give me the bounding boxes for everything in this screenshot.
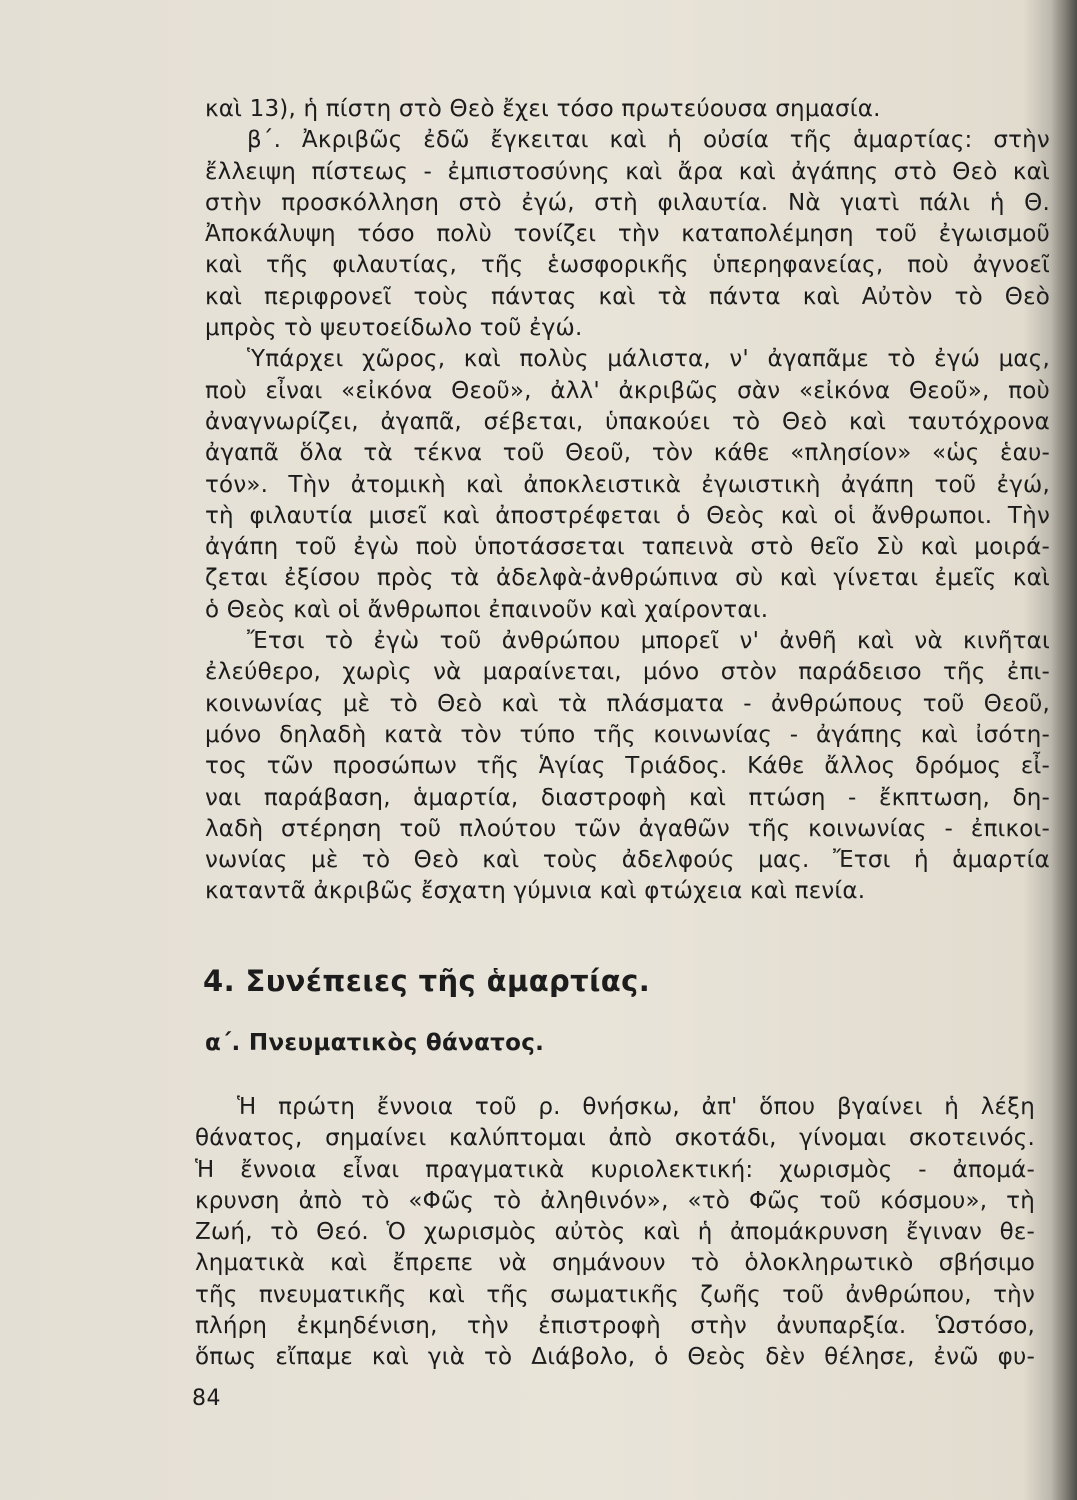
page-edge-shadow [1051, 0, 1077, 1500]
page-number: 84 [192, 1386, 221, 1411]
text-line: τόν». Τὴν ἀτομικὴ καὶ ἀποκλειστικὰ ἐγωιστικὴ ἀγάπη τοῦ ἐγώ, [205, 471, 1050, 498]
text-line: κοινωνίας μὲ τὸ Θεὸ καὶ τὰ πλάσματα - ἀνθρώπους τοῦ Θεοῦ, [205, 690, 1050, 717]
text-line: τῆς πνευματικῆς καὶ τῆς σωματικῆς ζωῆς τοῦ ἀνθρώπου, τὴν [195, 1281, 1035, 1308]
text-line: ληματικὰ καὶ ἔπρεπε νὰ σημάνουν τὸ ὁλοκληρωτικὸ σβήσιμο [195, 1250, 1035, 1277]
text-line: Ἔτσι τὸ ἐγὼ τοῦ ἀνθρώπου μπορεῖ ν' ἀνθῆ καὶ νὰ κινῆται [247, 628, 1050, 655]
section-heading: 4. Συνέπειες τῆς ἁμαρτίας. [203, 964, 651, 998]
body-text-block [205, 94, 1050, 908]
text-line: Ζωή, τὸ Θεό. Ὁ χωρισμὸς αὐτὸς καὶ ἡ ἀπομάκρυνση ἔγιναν θε- [195, 1219, 1035, 1246]
text-line: ἐλεύθερο, χωρὶς νὰ μαραίνεται, μόνο στὸν παράδεισο τῆς ἐπι- [205, 659, 1050, 686]
text-line: καὶ 13), ἡ πίστη στὸ Θεὸ ἔχει τόσο πρωτεύουσα σημασία. [205, 96, 881, 122]
text-line: τὴ φιλαυτία μισεῖ καὶ ἀποστρέφεται ὁ Θεὸς καὶ οἱ ἄνθρωποι. Τὴν [205, 502, 1050, 529]
text-line: καταντᾶ ἀκριβῶς ἔσχατη γύμνια καὶ φτώχεια καὶ πενία. [205, 878, 866, 905]
text-line: καὶ τῆς φιλαυτίας, τῆς ἑωσφορικῆς ὑπερηφανείας, ποὺ ἀγνοεῖ [205, 252, 1050, 279]
text-line: πλήρη ἐκμηδένιση, τὴν ἐπιστροφὴ στὴν ἀνυπαρξία. Ὡστόσο, [195, 1313, 1035, 1340]
text-line: Ἡ ἔννοια εἶναι πραγματικὰ κυριολεκτική: χωρισμὸς - ἀπομά- [195, 1156, 1035, 1183]
text-line: Ἀποκάλυψη τόσο πολὺ τονίζει τὴν καταπολέμηση τοῦ ἐγωισμοῦ [205, 221, 1050, 248]
text-line: ναι παράβαση, ἁμαρτία, διαστροφὴ καὶ πτώση - ἔκπτωση, δη- [205, 784, 1050, 811]
text-line: νωνίας μὲ τὸ Θεὸ καὶ τοὺς ἀδελφούς μας. Ἔτσι ἡ ἁμαρτία [205, 847, 1050, 874]
text-line: ἀγαπᾶ ὅλα τὰ τέκνα τοῦ Θεοῦ, τὸν κάθε «πλησίον» «ὡς ἑαυ- [205, 440, 1050, 467]
text-line: β΄. Ἀκριβῶς ἐδῶ ἔγκειται καὶ ἡ οὐσία τῆς ἁμαρτίας: στὴν [247, 127, 1050, 154]
text-line: στὴν προσκόλληση στὸ ἐγώ, στὴ φιλαυτία. Νὰ γιατὶ πάλι ἡ Θ. [205, 189, 1050, 216]
text-line: Ὑπάρχει χῶρος, καὶ πολὺς μάλιστα, ν' ἀγαπᾶμε τὸ ἐγώ μας, [247, 346, 1050, 373]
text-line: ἀγάπη τοῦ ἐγὼ ποὺ ὑποτάσσεται ταπεινὰ στὸ θεῖο Σὺ καὶ μοιρά- [205, 534, 1050, 561]
text-line: ὅπως εἴπαμε καὶ γιὰ τὸ Διάβολο, ὁ Θεὸς δὲν θέλησε, ἐνῶ φυ- [195, 1344, 1035, 1371]
text-line: καὶ περιφρονεῖ τοὺς πάντας καὶ τὰ πάντα καὶ Αὐτὸν τὸ Θεὸ [205, 283, 1050, 310]
text-line: λαδὴ στέρηση τοῦ πλούτου τῶν ἀγαθῶν τῆς κοινωνίας - ἐπικοι- [205, 815, 1050, 842]
text-line: ἀναγνωρίζει, ἀγαπᾶ, σέβεται, ὑπακούει τὸ Θεὸ καὶ ταυτόχρονα [205, 408, 1050, 435]
text-line: τος τῶν προσώπων τῆς Ἁγίας Τριάδος. Κάθε ἄλλος δρόμος εἶ- [205, 753, 1050, 780]
text-line: Ἡ πρώτη ἔννοια τοῦ ρ. θνήσκω, ἀπ' ὅπου βγαίνει ἡ λέξη [237, 1094, 1035, 1120]
subsection-heading: α΄. Πνευματικὸς θάνατος. [205, 1030, 545, 1056]
body-text-block-2 [195, 1092, 1035, 1374]
text-line: μπρὸς τὸ ψευτοείδωλο τοῦ ἐγώ. [205, 315, 583, 342]
text-line: μόνο δηλαδὴ κατὰ τὸν τύπο τῆς κοινωνίας - ἀγάπης καὶ ἰσότη- [205, 721, 1050, 748]
text-line: κρυνση ἀπὸ τὸ «Φῶς τὸ ἀληθινόν», «τὸ Φῶς τοῦ κόσμου», τὴ [195, 1187, 1035, 1214]
text-line: θάνατος, σημαίνει καλύπτομαι ἀπὸ σκοτάδι, γίνομαι σκοτεινός. [195, 1125, 1035, 1152]
text-line: ὁ Θεὸς καὶ οἱ ἄνθρωποι ἐπαινοῦν καὶ χαίρονται. [205, 596, 769, 623]
text-line: ποὺ εἶναι «εἰκόνα Θεοῦ», ἀλλ' ἀκριβῶς σὰν «εἰκόνα Θεοῦ», ποὺ [205, 377, 1050, 404]
text-line: ζεται ἐξίσου πρὸς τὰ ἀδελφὰ-ἀνθρώπινα σὺ καὶ γίνεται ἐμεῖς καὶ [205, 565, 1050, 592]
text-line: ἔλλειψη πίστεως - ἐμπιστοσύνης καὶ ἄρα καὶ ἀγάπης στὸ Θεὸ καὶ [205, 158, 1050, 185]
